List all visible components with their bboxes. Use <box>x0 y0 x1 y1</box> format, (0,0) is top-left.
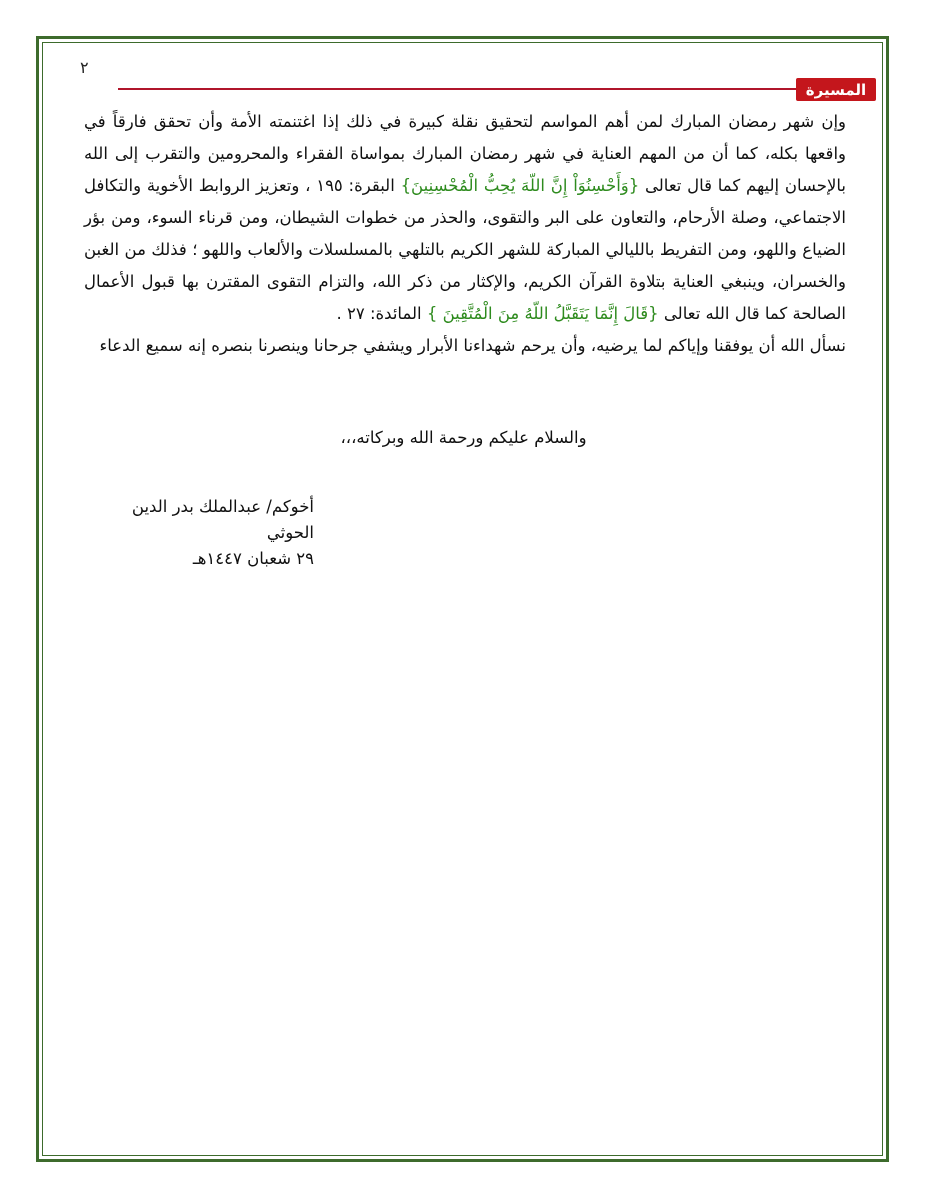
closing-greeting: والسلام عليكم ورحمة الله وبركاته،،، <box>340 428 587 447</box>
paragraph-main-part3: المائدة: ٢٧ . <box>336 304 427 323</box>
paragraph-main <box>84 106 846 330</box>
page-number: ٢ <box>80 58 89 77</box>
paragraph-main-part1: وإن شهر رمضان المبارك لمن أهم المواسم لتحقيق نقلة كبيرة في ذلك إذا اغتنمته الأمة وأن تحقق فارقاً في واقعها بكله، كما أن من المهم العناية في شهر رمضان المبارك بمواساة الفقراء والمحرومين والتقرب إلى الله بالإحسان إليهم كما قال تعالى <box>84 112 846 195</box>
signature-name: أخوكم/ عبدالملك بدر الدين الحوثي <box>131 497 314 542</box>
quran-verse-maidah: {قَالَ إِنَّمَا يَتَقَبَّلُ اللّهُ مِنَ الْمُتَّقِينَ } <box>426 304 659 323</box>
signature-block <box>84 494 314 572</box>
paragraph-prayer: نسأل الله أن يوفقنا وإياكم لما يرضيه، وأن يرحم شهداءنا الأبرار ويشفي جرحانا وينصرنا بنصره إنه سميع الدعاء <box>99 336 846 355</box>
paragraph-main-part2: البقرة: ١٩٥ ، وتعزيز الروابط الأخوية والتكافل الاجتماعي، وصلة الأرحام، والتعاون على البر والتقوى، والحذر من خطوات الشيطان، ومن قرناء السوء، ومن بؤر الضياع واللهو، ومن التفريط بالليالي المباركة للشهر الكريم بالتلهي بالمسلسلات والألعاب واللهو ؛ فذلك من الغبن والخسران، وينبغي العناية بتلاوة القرآن الكريم، والإكثار من ذكر الله، والتزام التقوى المقترن بها قبول الأعمال الصالحة كما قال الله تعالى <box>84 176 846 323</box>
header-rule <box>118 88 796 90</box>
quran-verse-baqarah: {وَأَحْسِنُوَاْ إِنَّ اللّهَ يُحِبُّ الْمُحْسِنِينَ} <box>400 176 640 195</box>
letter-body <box>84 106 846 362</box>
signature-date: ٢٩ شعبان ١٤٤٧هـ <box>192 549 314 568</box>
almasirah-logo: المسيرة <box>796 78 876 101</box>
